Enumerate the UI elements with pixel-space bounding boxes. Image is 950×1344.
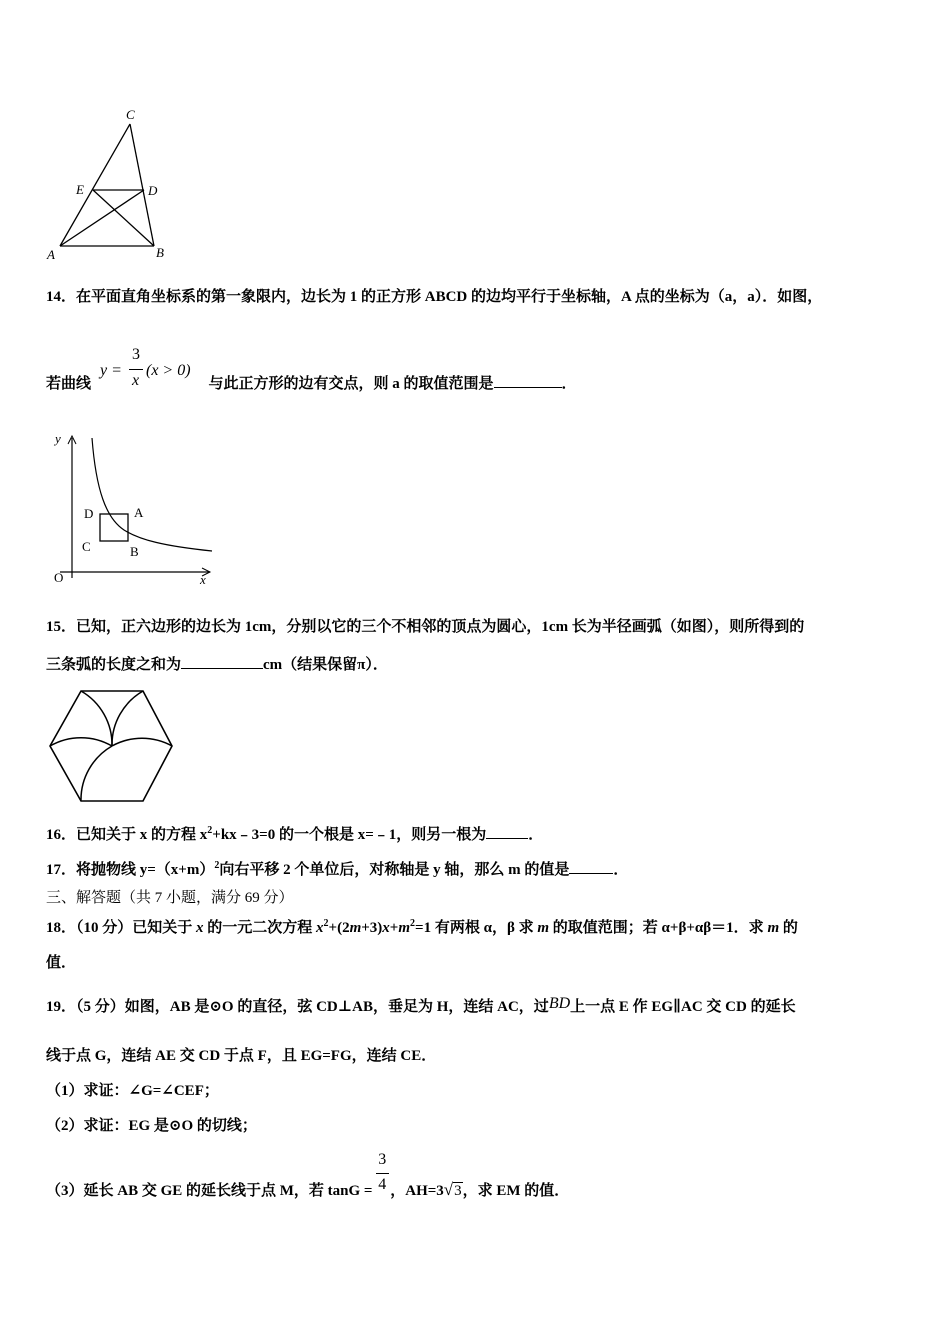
q18-a: 18．（10 分）已知关于 [46, 920, 197, 936]
q17-sup: 2 [214, 860, 220, 871]
q19-part1: （1）求证：∠G=∠CEF； [46, 1083, 219, 1099]
origin-label: O [54, 570, 64, 585]
q17-end: ． [613, 862, 629, 878]
graph-label-B: B [130, 544, 139, 559]
label-A: A [47, 247, 55, 262]
q19-tan-num: 3 [378, 1151, 387, 1168]
q19-sqrt-value: 3 [454, 1183, 462, 1199]
q18-eq-a: x [316, 920, 324, 936]
q18-eq-d: + [389, 920, 399, 936]
q18-eq-m1: m [349, 920, 362, 936]
q18-d: 的取值范围；若 α+β+αβ＝1．求 [549, 920, 768, 936]
q18-line2: 值． [46, 955, 77, 971]
q19-arc-BD: BD [548, 995, 571, 1012]
q18-eq-sup2: 2 [410, 918, 416, 929]
q17-mid: 向右平移 2 个单位后，对称轴是 y 轴，那么 m 的值是 [219, 862, 570, 878]
q18-eq-m2: m [398, 920, 411, 936]
q19-line2: 线于点 G，连结 AE 交 CD 于点 F，且 EG=FG，连结 CE． [46, 1048, 437, 1064]
q14-formula [100, 346, 210, 396]
q16-sup: 2 [207, 825, 213, 836]
q15-line1: 15．已知，正六边形的边长为 1cm，分别以它的三个不相邻的顶点为圆心，1cm 长为半径画弧（如图），则所得到的 [46, 619, 805, 635]
q19-line1-post: 上一点 E 作 EG∥AC 交 CD 的延长 [570, 999, 796, 1015]
graph-label-C: C [82, 539, 91, 554]
formula-num: 3 [132, 346, 140, 363]
q19-line1-pre: 19．（5 分）如图，AB 是⊙O 的直径，弦 CD⊥AB，垂足为 H，连结 AC，过 [46, 999, 549, 1015]
q16-answer-blank[interactable] [486, 824, 528, 839]
q18-e: 的 [779, 920, 798, 936]
q16-line [46, 821, 543, 845]
hyperbola-graph-figure [44, 430, 216, 590]
label-B: B [156, 245, 164, 260]
q15-answer-blank[interactable] [181, 654, 263, 669]
formula-y: y = [100, 362, 122, 379]
q18-eq-b: +(2 [328, 920, 350, 936]
q16-mid: +kx﹣3=0 的一个根是 x=﹣1，则另一根为 [212, 827, 487, 843]
q19-part3 [46, 1151, 570, 1201]
q14-answer-blank[interactable] [494, 373, 562, 388]
q19-p3-pre: （3）延长 AB 交 GE 的延长线于点 M，若 tanG = [46, 1183, 373, 1199]
hexagon-arcs-figure [44, 686, 176, 806]
q17-answer-blank[interactable] [569, 859, 613, 874]
triangle-figure [44, 104, 176, 264]
axis-label-x: x [200, 572, 206, 587]
label-D: D [148, 183, 158, 198]
q18-eq-sup1: 2 [323, 918, 329, 929]
q16-end: ． [528, 827, 544, 843]
q19-p3-post: ，求 EM 的值． [462, 1183, 570, 1199]
formula-cond: (x > 0) [146, 362, 191, 379]
q17-pre: 17．将抛物线 y=（x+m） [46, 862, 215, 878]
q19-p3-mid: ，AH=3 [390, 1183, 444, 1199]
q18-eq-x2: x [382, 920, 390, 936]
q14-line2-pre: 若曲线 [46, 376, 92, 392]
q15-line2 [46, 654, 388, 675]
q16-pre: 16．已知关于 x 的方程 x [46, 827, 208, 843]
q18-line1 [46, 914, 798, 938]
q18-b: 的一元二次方程 [203, 920, 317, 936]
q19-tan-fraction [376, 1151, 390, 1195]
q14-line1: 14．在平面直角坐标系的第一象限内，边长为 1 的正方形 ABCD 的边均平行于坐标轴，A 点的坐标为（a，a）．如图， [46, 289, 823, 305]
graph-label-A: A [134, 505, 144, 520]
label-C: C [126, 107, 135, 122]
q18-eq-c: +3) [361, 920, 383, 936]
q14-line2-end: ． [561, 376, 577, 392]
axis-label-y: y [55, 431, 61, 446]
q18-m2: m [767, 920, 780, 936]
q15-line2-pre: 三条弧的长度之和为 [46, 657, 182, 673]
q17-line [46, 856, 628, 880]
q18-c: =1 有两根 α，β 求 [415, 920, 538, 936]
q19-tan-den: 4 [378, 1176, 387, 1193]
graph-label-D: D [84, 506, 94, 521]
q18-x: x [196, 920, 204, 936]
q14-line2-post: 与此正方形的边有交点，则 a 的取值范围是 [208, 376, 494, 392]
q18-m: m [537, 920, 550, 936]
formula-den: x [132, 372, 140, 389]
q19-part2: （2）求证：EG 是⊙O 的切线； [46, 1118, 257, 1134]
label-E: E [76, 182, 84, 197]
sqrt-symbol-icon: √ [443, 1180, 454, 1199]
section-heading: 三、解答题（共 7 小题，满分 69 分） [46, 890, 294, 906]
q19-line1 [46, 997, 796, 1017]
q15-line2-post: cm（结果保留π）． [263, 657, 388, 673]
